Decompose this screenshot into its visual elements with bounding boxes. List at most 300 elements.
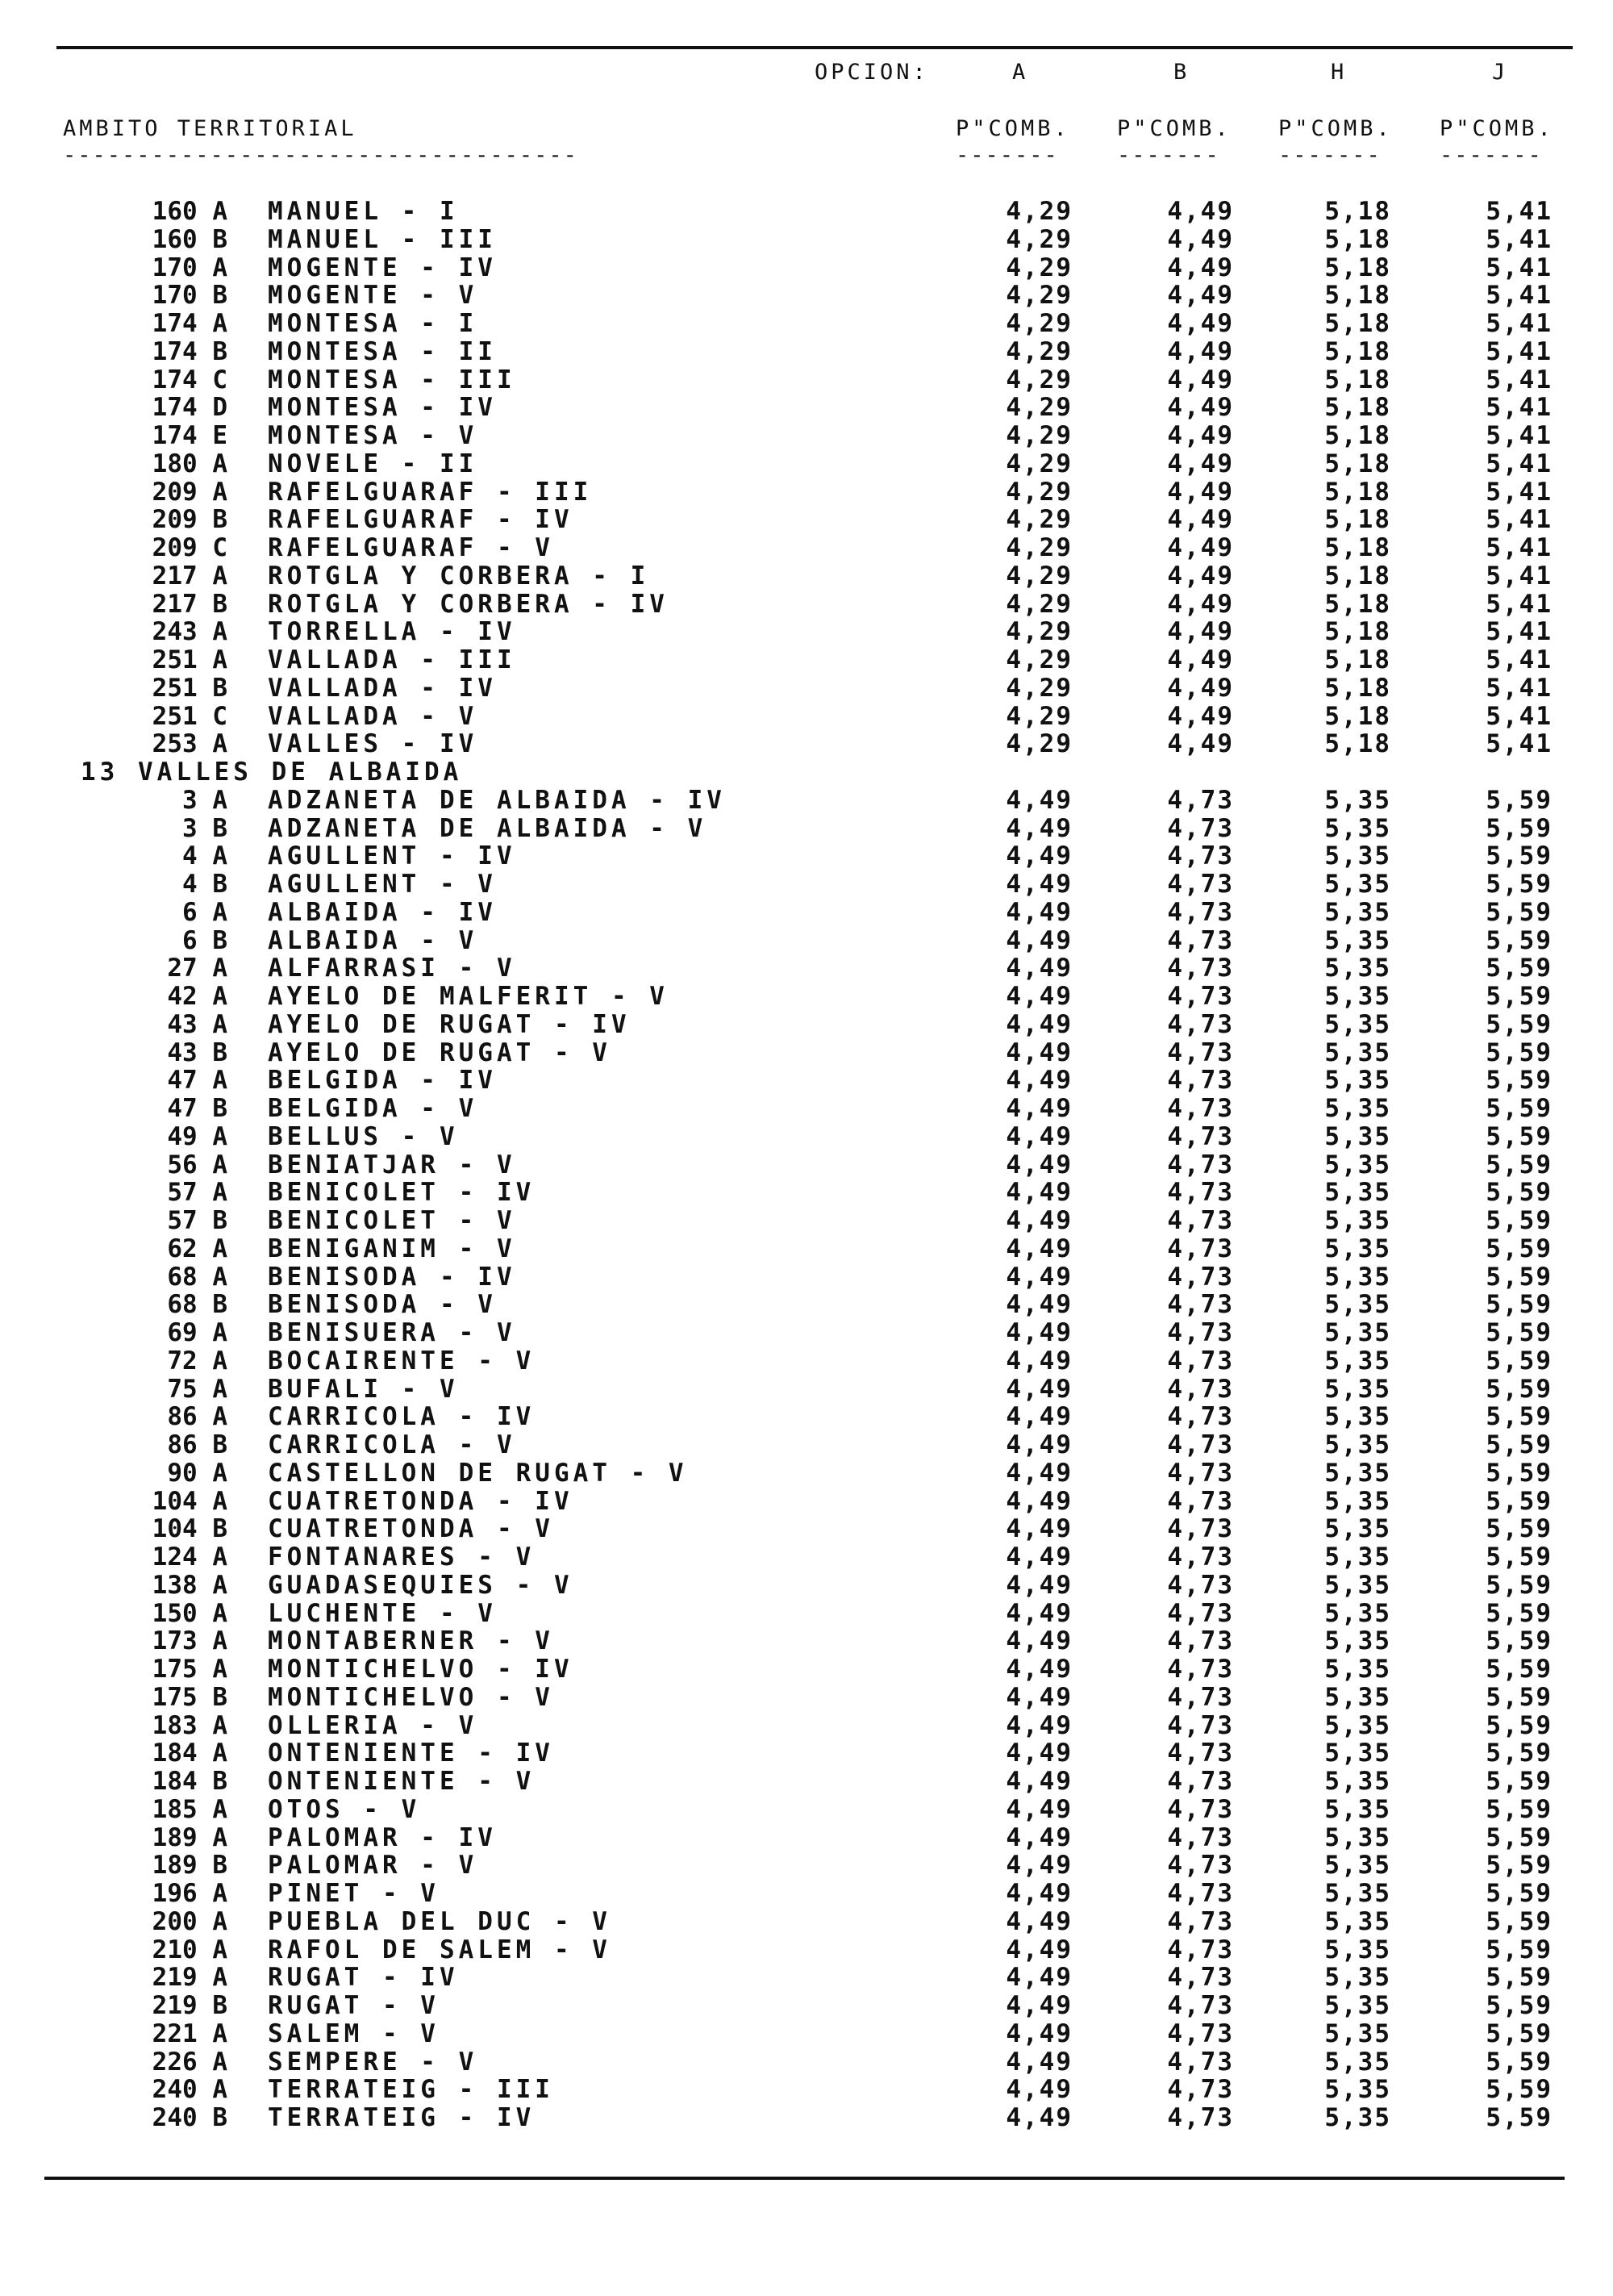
table-row	[0, 2020, 1613, 2048]
price-b: 4,49	[1167, 673, 1234, 703]
section-heading: 13 VALLES DE ALBAIDA	[81, 758, 463, 787]
table-row	[0, 282, 1613, 310]
municipality-name: MANUEL - III	[268, 224, 497, 254]
price-a: 4,49	[1006, 925, 1073, 955]
table-row	[0, 310, 1613, 338]
price-h: 5,18	[1324, 365, 1391, 394]
municipality-name: CUATRETONDA - V	[268, 1514, 554, 1544]
opcion-label: OPCION:	[815, 60, 929, 85]
price-a: 4,29	[1006, 281, 1073, 311]
municipality-name: MONTESA - III	[268, 365, 516, 394]
municipality-name: TERRATEIG - IV	[268, 2103, 536, 2132]
price-h: 5,35	[1324, 1851, 1391, 1881]
price-a: 4,49	[1006, 1655, 1073, 1684]
table-row	[0, 730, 1613, 758]
price-h: 5,18	[1324, 729, 1391, 759]
price-j: 5,59	[1486, 1991, 1553, 2020]
price-j: 5,59	[1486, 1374, 1553, 1404]
price-a: 4,49	[1006, 1710, 1073, 1740]
price-h: 5,18	[1324, 561, 1391, 591]
option-a-label: A	[1012, 60, 1029, 85]
price-b: 4,73	[1167, 1710, 1234, 1740]
price-j: 5,59	[1486, 1458, 1553, 1488]
price-j: 5,59	[1486, 1234, 1553, 1263]
price-h: 5,18	[1324, 449, 1391, 478]
municipality-code: 173 A	[152, 1626, 227, 1656]
price-b: 4,73	[1167, 1066, 1234, 1096]
price-j: 5,59	[1486, 1794, 1553, 1824]
price-h: 5,35	[1324, 1963, 1391, 1993]
price-b: 4,73	[1167, 1598, 1234, 1628]
price-h: 5,35	[1324, 1879, 1391, 1908]
price-h: 5,35	[1324, 1710, 1391, 1740]
table-row	[0, 618, 1613, 646]
price-a: 4,49	[1006, 1682, 1073, 1712]
municipality-name: AGULLENT - V	[268, 870, 497, 899]
municipality-name: TORRELLA - IV	[268, 617, 516, 647]
price-a: 4,49	[1006, 841, 1073, 871]
price-j: 5,59	[1486, 2018, 1553, 2048]
price-h: 5,35	[1324, 1794, 1391, 1824]
municipality-name: ALBAIDA - V	[268, 925, 478, 955]
price-b: 4,49	[1167, 533, 1234, 562]
price-j: 5,41	[1486, 701, 1553, 731]
price-a: 4,49	[1006, 1739, 1073, 1768]
municipality-name: AGULLENT - IV	[268, 841, 516, 871]
municipality-code: 4 A	[182, 841, 227, 871]
municipality-name: GUADASEQUIES - V	[268, 1570, 573, 1600]
price-j: 5,59	[1486, 925, 1553, 955]
municipality-name: NOVELE - II	[268, 449, 478, 478]
price-b: 4,49	[1167, 645, 1234, 674]
table-row	[0, 1151, 1613, 1179]
price-b: 4,73	[1167, 1430, 1234, 1459]
table-row	[0, 1376, 1613, 1404]
price-a: 4,49	[1006, 1178, 1073, 1208]
price-b: 4,73	[1167, 1458, 1234, 1488]
option-b-label: B	[1173, 60, 1190, 85]
price-a: 4,49	[1006, 2047, 1073, 2077]
price-b: 4,73	[1167, 1374, 1234, 1404]
municipality-name: PINET - V	[268, 1879, 440, 1908]
municipality-code: 209 A	[152, 477, 227, 507]
municipality-code: 42 A	[167, 982, 227, 1011]
price-j: 5,41	[1486, 365, 1553, 394]
municipality-name: AYELO DE MALFERIT - V	[268, 982, 669, 1011]
municipality-name: MOGENTE - V	[268, 281, 478, 311]
price-j: 5,41	[1486, 561, 1553, 591]
table-row	[0, 842, 1613, 870]
table-row	[0, 1543, 1613, 1572]
price-a: 4,49	[1006, 1037, 1073, 1067]
price-j: 5,59	[1486, 2075, 1553, 2105]
table-row	[0, 1796, 1613, 1824]
table-row	[0, 1319, 1613, 1347]
price-a: 4,49	[1006, 1935, 1073, 1964]
price-b: 4,73	[1167, 1262, 1234, 1292]
price-a: 4,29	[1006, 224, 1073, 254]
price-h: 5,35	[1324, 1374, 1391, 1404]
municipality-name: MOGENTE - IV	[268, 253, 497, 282]
price-h: 5,35	[1324, 1234, 1391, 1263]
price-h: 5,18	[1324, 393, 1391, 423]
price-b: 4,49	[1167, 309, 1234, 338]
price-j: 5,59	[1486, 1570, 1553, 1600]
price-j: 5,59	[1486, 1094, 1553, 1123]
price-j: 5,59	[1486, 1767, 1553, 1796]
municipality-code: 183 A	[152, 1710, 227, 1740]
price-b: 4,73	[1167, 2103, 1234, 2132]
price-a: 4,49	[1006, 1794, 1073, 1824]
price-h: 5,18	[1324, 224, 1391, 254]
price-j: 5,59	[1486, 1710, 1553, 1740]
ambito-territorial-label: AMBITO TERRITORIAL	[63, 116, 357, 141]
price-a: 4,49	[1006, 1430, 1073, 1459]
price-h: 5,35	[1324, 1037, 1391, 1067]
municipality-code: 68 A	[167, 1262, 227, 1292]
municipality-name: BENISUERA - V	[268, 1318, 516, 1347]
municipality-code: 43 A	[167, 1009, 227, 1039]
municipality-name: BELGIDA - V	[268, 1094, 478, 1123]
municipality-code: 209 B	[152, 505, 227, 535]
price-a: 4,49	[1006, 1570, 1073, 1600]
municipality-name: CARRICOLA - IV	[268, 1402, 536, 1432]
municipality-name: OTOS - V	[268, 1794, 421, 1824]
price-j: 5,59	[1486, 785, 1553, 815]
price-b: 4,73	[1167, 1402, 1234, 1432]
price-j: 5,59	[1486, 813, 1553, 843]
table-row	[0, 254, 1613, 282]
table-row	[0, 1011, 1613, 1039]
price-h: 5,35	[1324, 925, 1391, 955]
price-b: 4,73	[1167, 1570, 1234, 1600]
price-h: 5,35	[1324, 982, 1391, 1011]
price-b: 4,73	[1167, 1682, 1234, 1712]
price-h: 5,35	[1324, 1906, 1391, 1936]
price-h: 5,35	[1324, 1430, 1391, 1459]
price-a: 4,49	[1006, 1598, 1073, 1628]
municipality-name: MONTESA - V	[268, 421, 478, 450]
price-h: 5,18	[1324, 505, 1391, 535]
municipality-name: ONTENIENTE - IV	[268, 1739, 554, 1768]
price-b: 4,73	[1167, 1626, 1234, 1656]
col-b-header: P"COMB.	[1117, 116, 1232, 141]
municipality-name: ADZANETA DE ALBAIDA - V	[268, 813, 707, 843]
price-b: 4,73	[1167, 1486, 1234, 1516]
table-row	[0, 1095, 1613, 1123]
table-row	[0, 1179, 1613, 1207]
table-row	[0, 983, 1613, 1011]
municipality-code: 160 A	[152, 197, 227, 226]
price-a: 4,49	[1006, 1206, 1073, 1235]
price-b: 4,73	[1167, 1822, 1234, 1852]
municipality-code: 57 B	[167, 1206, 227, 1235]
price-a: 4,49	[1006, 1626, 1073, 1656]
price-b: 4,73	[1167, 1739, 1234, 1768]
price-b: 4,73	[1167, 1318, 1234, 1347]
table-row	[0, 506, 1613, 534]
table-row	[0, 899, 1613, 927]
price-a: 4,49	[1006, 1262, 1073, 1292]
municipality-name: ADZANETA DE ALBAIDA - IV	[268, 785, 726, 815]
price-a: 4,49	[1006, 982, 1073, 1011]
municipality-name: BUFALI - V	[268, 1374, 459, 1404]
municipality-name: TERRATEIG - III	[268, 2075, 554, 2105]
municipality-code: 3 B	[182, 813, 227, 843]
municipality-code: 174 B	[152, 336, 227, 366]
municipality-name: CASTELLON DE RUGAT - V	[268, 1458, 688, 1488]
table-row	[0, 1880, 1613, 1908]
price-j: 5,41	[1486, 617, 1553, 647]
table-row	[0, 366, 1613, 394]
municipality-code: 56 A	[167, 1150, 227, 1179]
price-h: 5,35	[1324, 1542, 1391, 1572]
municipality-code: 174 D	[152, 393, 227, 423]
price-b: 4,49	[1167, 253, 1234, 282]
price-a: 4,49	[1006, 2103, 1073, 2132]
price-j: 5,59	[1486, 1150, 1553, 1179]
municipality-code: 251 A	[152, 645, 227, 674]
price-h: 5,35	[1324, 1121, 1391, 1151]
price-a: 4,49	[1006, 1094, 1073, 1123]
price-b: 4,49	[1167, 729, 1234, 759]
price-a: 4,29	[1006, 197, 1073, 226]
table-row	[0, 478, 1613, 507]
table-row	[0, 338, 1613, 366]
price-j: 5,59	[1486, 841, 1553, 871]
price-a: 4,49	[1006, 954, 1073, 983]
price-j: 5,59	[1486, 1430, 1553, 1459]
municipality-code: 160 B	[152, 224, 227, 254]
table-row	[0, 1739, 1613, 1768]
municipality-code: 49 A	[167, 1121, 227, 1151]
price-b: 4,49	[1167, 449, 1234, 478]
price-h: 5,35	[1324, 841, 1391, 871]
price-h: 5,35	[1324, 1178, 1391, 1208]
price-j: 5,59	[1486, 1318, 1553, 1347]
top-rule	[56, 46, 1573, 49]
price-j: 5,59	[1486, 1178, 1553, 1208]
municipality-code: 62 A	[167, 1234, 227, 1263]
section-heading-row	[0, 758, 1613, 787]
price-h: 5,35	[1324, 1458, 1391, 1488]
municipality-code: 72 A	[167, 1346, 227, 1376]
municipality-code: 210 A	[152, 1935, 227, 1964]
price-h: 5,18	[1324, 673, 1391, 703]
municipality-name: CARRICOLA - V	[268, 1430, 516, 1459]
price-h: 5,35	[1324, 1094, 1391, 1123]
table-row	[0, 1067, 1613, 1095]
price-h: 5,35	[1324, 2018, 1391, 2048]
municipality-name: ROTGLA Y CORBERA - IV	[268, 589, 669, 619]
price-b: 4,49	[1167, 561, 1234, 591]
price-b: 4,49	[1167, 477, 1234, 507]
municipality-name: VALLADA - V	[268, 701, 478, 731]
price-b: 4,73	[1167, 1094, 1234, 1123]
price-a: 4,49	[1006, 1066, 1073, 1096]
table-row	[0, 1712, 1613, 1740]
price-a: 4,49	[1006, 897, 1073, 927]
col-h-underline: -------	[1278, 148, 1382, 164]
price-a: 4,49	[1006, 1150, 1073, 1179]
price-a: 4,49	[1006, 1234, 1073, 1263]
price-b: 4,73	[1167, 870, 1234, 899]
table-row	[0, 1431, 1613, 1459]
col-b-underline: -------	[1117, 148, 1220, 164]
price-j: 5,59	[1486, 897, 1553, 927]
option-j-label: J	[1492, 60, 1509, 85]
price-h: 5,35	[1324, 1206, 1391, 1235]
price-j: 5,59	[1486, 954, 1553, 983]
col-h-header: P"COMB.	[1278, 116, 1393, 141]
option-h-label: H	[1331, 60, 1348, 85]
municipality-name: ALBAIDA - IV	[268, 897, 497, 927]
price-a: 4,49	[1006, 2075, 1073, 2105]
municipality-name: FONTANARES - V	[268, 1542, 536, 1572]
price-h: 5,18	[1324, 421, 1391, 450]
table-row	[0, 1936, 1613, 1964]
table-row	[0, 450, 1613, 478]
price-a: 4,29	[1006, 477, 1073, 507]
municipality-code: 47 A	[167, 1066, 227, 1096]
price-b: 4,73	[1167, 1655, 1234, 1684]
price-a: 4,29	[1006, 336, 1073, 366]
price-a: 4,49	[1006, 1290, 1073, 1320]
municipality-name: LUCHENTE - V	[268, 1598, 497, 1628]
municipality-code: 251 B	[152, 673, 227, 703]
price-b: 4,73	[1167, 1009, 1234, 1039]
price-b: 4,49	[1167, 336, 1234, 366]
price-j: 5,59	[1486, 2103, 1553, 2132]
price-j: 5,41	[1486, 421, 1553, 450]
price-j: 5,41	[1486, 505, 1553, 535]
table-row	[0, 394, 1613, 422]
price-h: 5,18	[1324, 477, 1391, 507]
table-row	[0, 422, 1613, 450]
municipality-code: 150 A	[152, 1598, 227, 1628]
price-h: 5,18	[1324, 309, 1391, 338]
price-a: 4,49	[1006, 1767, 1073, 1796]
table-row	[0, 646, 1613, 674]
municipality-code: 240 A	[152, 2075, 227, 2105]
price-j: 5,41	[1486, 449, 1553, 478]
price-j: 5,59	[1486, 982, 1553, 1011]
price-table	[0, 198, 1613, 2132]
price-b: 4,73	[1167, 1963, 1234, 1993]
municipality-code: 217 B	[152, 589, 227, 619]
price-b: 4,73	[1167, 2047, 1234, 2077]
price-h: 5,18	[1324, 589, 1391, 619]
price-j: 5,41	[1486, 197, 1553, 226]
municipality-name: RUGAT - IV	[268, 1963, 459, 1993]
table-row	[0, 534, 1613, 562]
municipality-name: RAFELGUARAF - III	[268, 477, 593, 507]
table-row	[0, 1207, 1613, 1235]
municipality-code: 104 A	[152, 1486, 227, 1516]
table-row	[0, 954, 1613, 983]
table-row	[0, 1908, 1613, 1936]
table-row	[0, 1768, 1613, 1796]
municipality-code: 170 B	[152, 281, 227, 311]
ambito-underline: -----------------------------------	[63, 148, 578, 164]
price-j: 5,41	[1486, 673, 1553, 703]
price-j: 5,59	[1486, 1009, 1553, 1039]
price-j: 5,41	[1486, 729, 1553, 759]
municipality-name: VALLES - IV	[268, 729, 478, 759]
price-h: 5,18	[1324, 701, 1391, 731]
municipality-name: MONTABERNER - V	[268, 1626, 554, 1656]
table-row	[0, 1123, 1613, 1151]
price-h: 5,18	[1324, 533, 1391, 562]
municipality-name: RAFELGUARAF - V	[268, 533, 554, 562]
price-b: 4,73	[1167, 1150, 1234, 1179]
price-a: 4,49	[1006, 1991, 1073, 2020]
price-h: 5,35	[1324, 2075, 1391, 2105]
price-b: 4,73	[1167, 785, 1234, 815]
price-a: 4,49	[1006, 813, 1073, 843]
municipality-code: 209 C	[152, 533, 227, 562]
price-j: 5,59	[1486, 1206, 1553, 1235]
price-j: 5,59	[1486, 1542, 1553, 1572]
price-b: 4,49	[1167, 701, 1234, 731]
price-h: 5,35	[1324, 1486, 1391, 1516]
price-a: 4,49	[1006, 1458, 1073, 1488]
price-j: 5,59	[1486, 1346, 1553, 1376]
price-j: 5,41	[1486, 533, 1553, 562]
municipality-code: 180 A	[152, 449, 227, 478]
price-j: 5,59	[1486, 1402, 1553, 1432]
municipality-name: BENIATJAR - V	[268, 1150, 516, 1179]
price-a: 4,49	[1006, 2018, 1073, 2048]
municipality-name: MONTESA - II	[268, 336, 497, 366]
municipality-code: 184 A	[152, 1739, 227, 1768]
table-row	[0, 1515, 1613, 1543]
table-row	[0, 1627, 1613, 1655]
bottom-rule	[44, 2177, 1565, 2180]
table-row	[0, 1291, 1613, 1319]
price-h: 5,35	[1324, 1935, 1391, 1964]
price-h: 5,35	[1324, 1767, 1391, 1796]
price-h: 5,35	[1324, 1655, 1391, 1684]
municipality-code: 240 B	[152, 2103, 227, 2132]
price-h: 5,35	[1324, 1739, 1391, 1768]
price-j: 5,59	[1486, 1262, 1553, 1292]
table-row	[0, 562, 1613, 591]
price-j: 5,59	[1486, 1822, 1553, 1852]
municipality-code: 221 A	[152, 2018, 227, 2048]
price-a: 4,49	[1006, 1486, 1073, 1516]
col-a-underline: -------	[956, 148, 1059, 164]
price-b: 4,49	[1167, 224, 1234, 254]
municipality-code: 174 A	[152, 309, 227, 338]
price-b: 4,73	[1167, 2018, 1234, 2048]
price-j: 5,41	[1486, 589, 1553, 619]
municipality-code: 196 A	[152, 1879, 227, 1908]
municipality-code: 219 B	[152, 1991, 227, 2020]
price-b: 4,73	[1167, 1767, 1234, 1796]
price-b: 4,73	[1167, 1178, 1234, 1208]
table-row	[0, 927, 1613, 955]
municipality-name: SEMPERE - V	[268, 2047, 478, 2077]
price-a: 4,29	[1006, 449, 1073, 478]
municipality-code: 138 A	[152, 1570, 227, 1600]
municipality-code: 90 A	[167, 1458, 227, 1488]
municipality-code: 47 B	[167, 1094, 227, 1123]
municipality-code: 226 A	[152, 2047, 227, 2077]
municipality-code: 189 B	[152, 1851, 227, 1881]
price-h: 5,35	[1324, 813, 1391, 843]
municipality-name: RAFOL DE SALEM - V	[268, 1935, 611, 1964]
